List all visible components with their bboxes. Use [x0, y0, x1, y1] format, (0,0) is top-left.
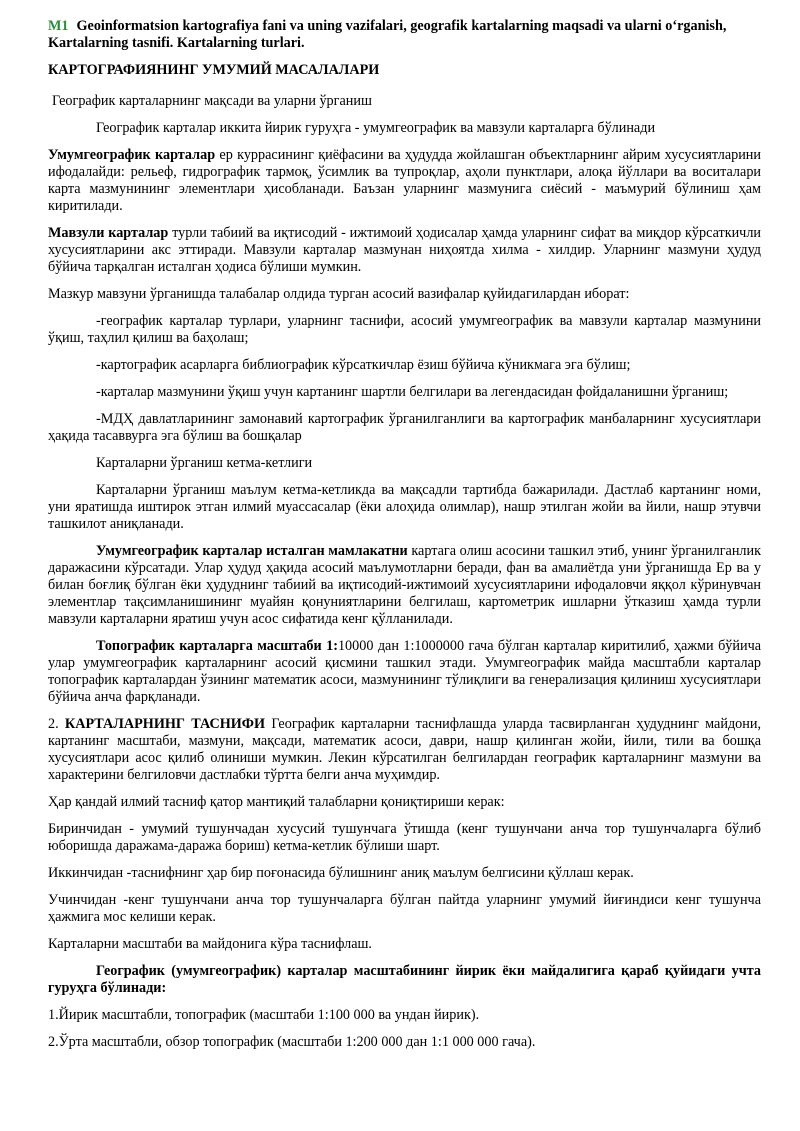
- task-item: -МДҲ давлатларининг замонавий картографик ўрганилганлиги ва картографик манбаларнинг хусусиятлари ҳақида тасаввурга эга бўлиш ва бошқалар: [48, 411, 761, 444]
- title-text: Geoinformatsion kartografiya fani va uning vazifalari, geografik kartalarning maqsadi va ularni oʻrganish, Kartalarning tasnifi. Kartalarning turlari.: [48, 18, 727, 51]
- task-item: -географик карталар турлари, уларнинг таснифи, асосий умумгеографик ва мавзули карталар мазмунини ўқиш, таҳлил қилиш ва баҳолаш;: [48, 313, 761, 346]
- third-rule-paragraph: Учинчидан -кенг тушунчани анча тор тушунчаларга бўлган пайтда уларнинг умумий йиғиндиси кенг тушунча ҳажмига мос келиши керак.: [48, 892, 761, 925]
- tasks-intro: Мазкур мавзуни ўрганишда талабалар олдида турган асосий вазифалар қуйидагилардан иборат:: [48, 286, 630, 302]
- topographic-text: 10000 дан 1:1000000 гача бўлган карталар киритилиб, ҳажми бўйича улар умумгеографик карталарнинг асосий қисмини ташкил этади. Умумгеографик майда масштабли карталар топографик карталардан ўзининг математик асоси, мазмунининг тўлиқлиги ва генерализация қилиниш хусусиятлари бўйича анча фарқланади.: [48, 638, 761, 705]
- task-item: -картографик асарларга библиографик кўрсаткичлар ёзиш бўйича кўникмага эга бўлиш;: [96, 357, 631, 373]
- first-rule-paragraph: Биринчидан - умумий тушунчадан хусусий тушунчага ўтишда (кенг тушунчани анча тор тушунчаларга бўлиб юборишда даражама-даража бориш) кетма-кетлик бўлиши шарт.: [48, 821, 761, 854]
- thematic-maps-text: турли табиий ва иқтисодий - ижтимоий ҳодисалар ҳамда уларнинг сифат ва миқдор кўрсаткичли хусусиятларини акс эттиради. Мавзули карталар мазмунан ниҳоятда хилма - хилдир. Уларнинг мазмуни ҳудуд бўйича тарқалган исталган ҳодиса бўлиши мумкин.: [48, 225, 761, 275]
- subheading: Географик карталарнинг мақсади ва уларни ўрганиш: [52, 93, 372, 109]
- sequence-heading: Карталарни ўрганиш кетма-кетлиги: [96, 455, 313, 471]
- sequence-paragraph: Карталарни ўрганиш маълум кетма-кетликда ва мақсадли тартибда бажарилади. Дастлаб картанинг номи, уни яратишда иштирок этган илмий муассасалар (ёки алоҳида олимлар), нашр этилган жойи ва йили, нашр этувчи ташкилот аниқланади.: [48, 482, 761, 532]
- thematic-maps-paragraph: [48, 225, 761, 276]
- classification-text: Географик карталарни таснифлашда уларда тасвирланган ҳудуднинг майдони, картанинг масштаби, мазмуни, мақсади, математик асоси, даври, нашр қилинган жойи, йили, тили ва бошқа хусусиятлари асос қилиб олиниши мумкин. Лекин кўрсатилган белгилардан географик карталарнинг мазмуни ва характерини белгиловчи дастлабки тўртта белги анча муҳимдир.: [48, 716, 761, 783]
- task-item: -карталар мазмунини ўқиш учун картанинг шартли белгилари ва легендасидан фойдаланишни ўрганиш;: [96, 384, 729, 400]
- classification-paragraph: [48, 716, 761, 784]
- scale-groups-heading: [48, 963, 761, 997]
- classification-number: 2.: [48, 716, 65, 732]
- general-maps-text: ер куррасининг қиёфасини ва ҳудудда жойлашган объектларнинг айрим хусусиятларини ифодалайди: рельеф, гидрографик тармоқ, ўсимлик ва тупроқлар, аҳоли пунктлари, алоқа йўллари ва воситалари карта мазмунининг элементлари ҳисобланади. Баъзан уларнинг мазмунига сиёсий - маъмурий бўлиниш ҳам киритилади.: [48, 147, 761, 214]
- intro-paragraph: Географик карталар иккита йирик гуруҳга - умумгеографик ва мавзули карталарга бўлинади: [96, 120, 656, 136]
- section-heading: КАРТОГРАФИЯНИНГ УМУМИЙ МАСАЛАЛАРИ: [48, 62, 380, 78]
- requirement-paragraph: Ҳар қандай илмий тасниф қатор мантиқий талабларни қониқтириши керак:: [48, 794, 505, 810]
- any-country-text: картага олиш асосини ташкил этиб, унинг ўрганилганлик даражасини кўрсатади. Улар ҳудуд ҳақида асосий маълумотларни беради, фан ва амалиётда уни ўрганишда Ер ва у билан боғлиқ бўлган ёки ҳудуднинг табиий ва иқтисодий-ижтимоий хусусиятларини ифодаловчи яққол кўринувчан элементлар тақсимланишининг муайян қонуниятларини белгилаш, картометрик ишларни ўтказиш ҳамда турли мавзули карталарни яратиш учун асос сифатида кенг қўлланилади.: [48, 543, 761, 627]
- document-title: [48, 18, 761, 52]
- any-country-paragraph: [48, 543, 761, 628]
- list-item: 1.Йирик масштабли, топографик (масштаби 1:100 000 ва ундан йирик).: [48, 1007, 480, 1023]
- thematic-maps-term: Мавзули карталар: [48, 225, 169, 241]
- topographic-paragraph: [48, 638, 761, 706]
- general-maps-paragraph: [48, 147, 761, 215]
- title-marker: M1: [48, 18, 69, 34]
- classification-term: КАРТАЛАРНИНГ ТАСНИФИ: [64, 716, 266, 732]
- second-rule-paragraph: Иккинчидан -таснифнинг ҳар бир поғонасида бўлишнинг аниқ маълум белгисини қўллаш керак.: [48, 865, 634, 881]
- any-country-term: Умумгеографик карталар исталган мамлакатни: [96, 543, 408, 559]
- general-maps-term: Умумгеографик карталар: [48, 147, 216, 163]
- list-item: 2.Ўрта масштабли, обзор топографик (масштаби 1:200 000 дан 1:1 000 000 гача).: [48, 1034, 536, 1050]
- topographic-term: Топографик карталарга масштаби 1:: [96, 638, 338, 654]
- scale-groups-text: Географик (умумгеографик) карталар масштабининг йирик ёки майдалигига қараб қуйидаги учта гуруҳга бўлинади:: [48, 963, 761, 996]
- scale-area-paragraph: Карталарни масштаби ва майдонига кўра таснифлаш.: [48, 936, 372, 952]
